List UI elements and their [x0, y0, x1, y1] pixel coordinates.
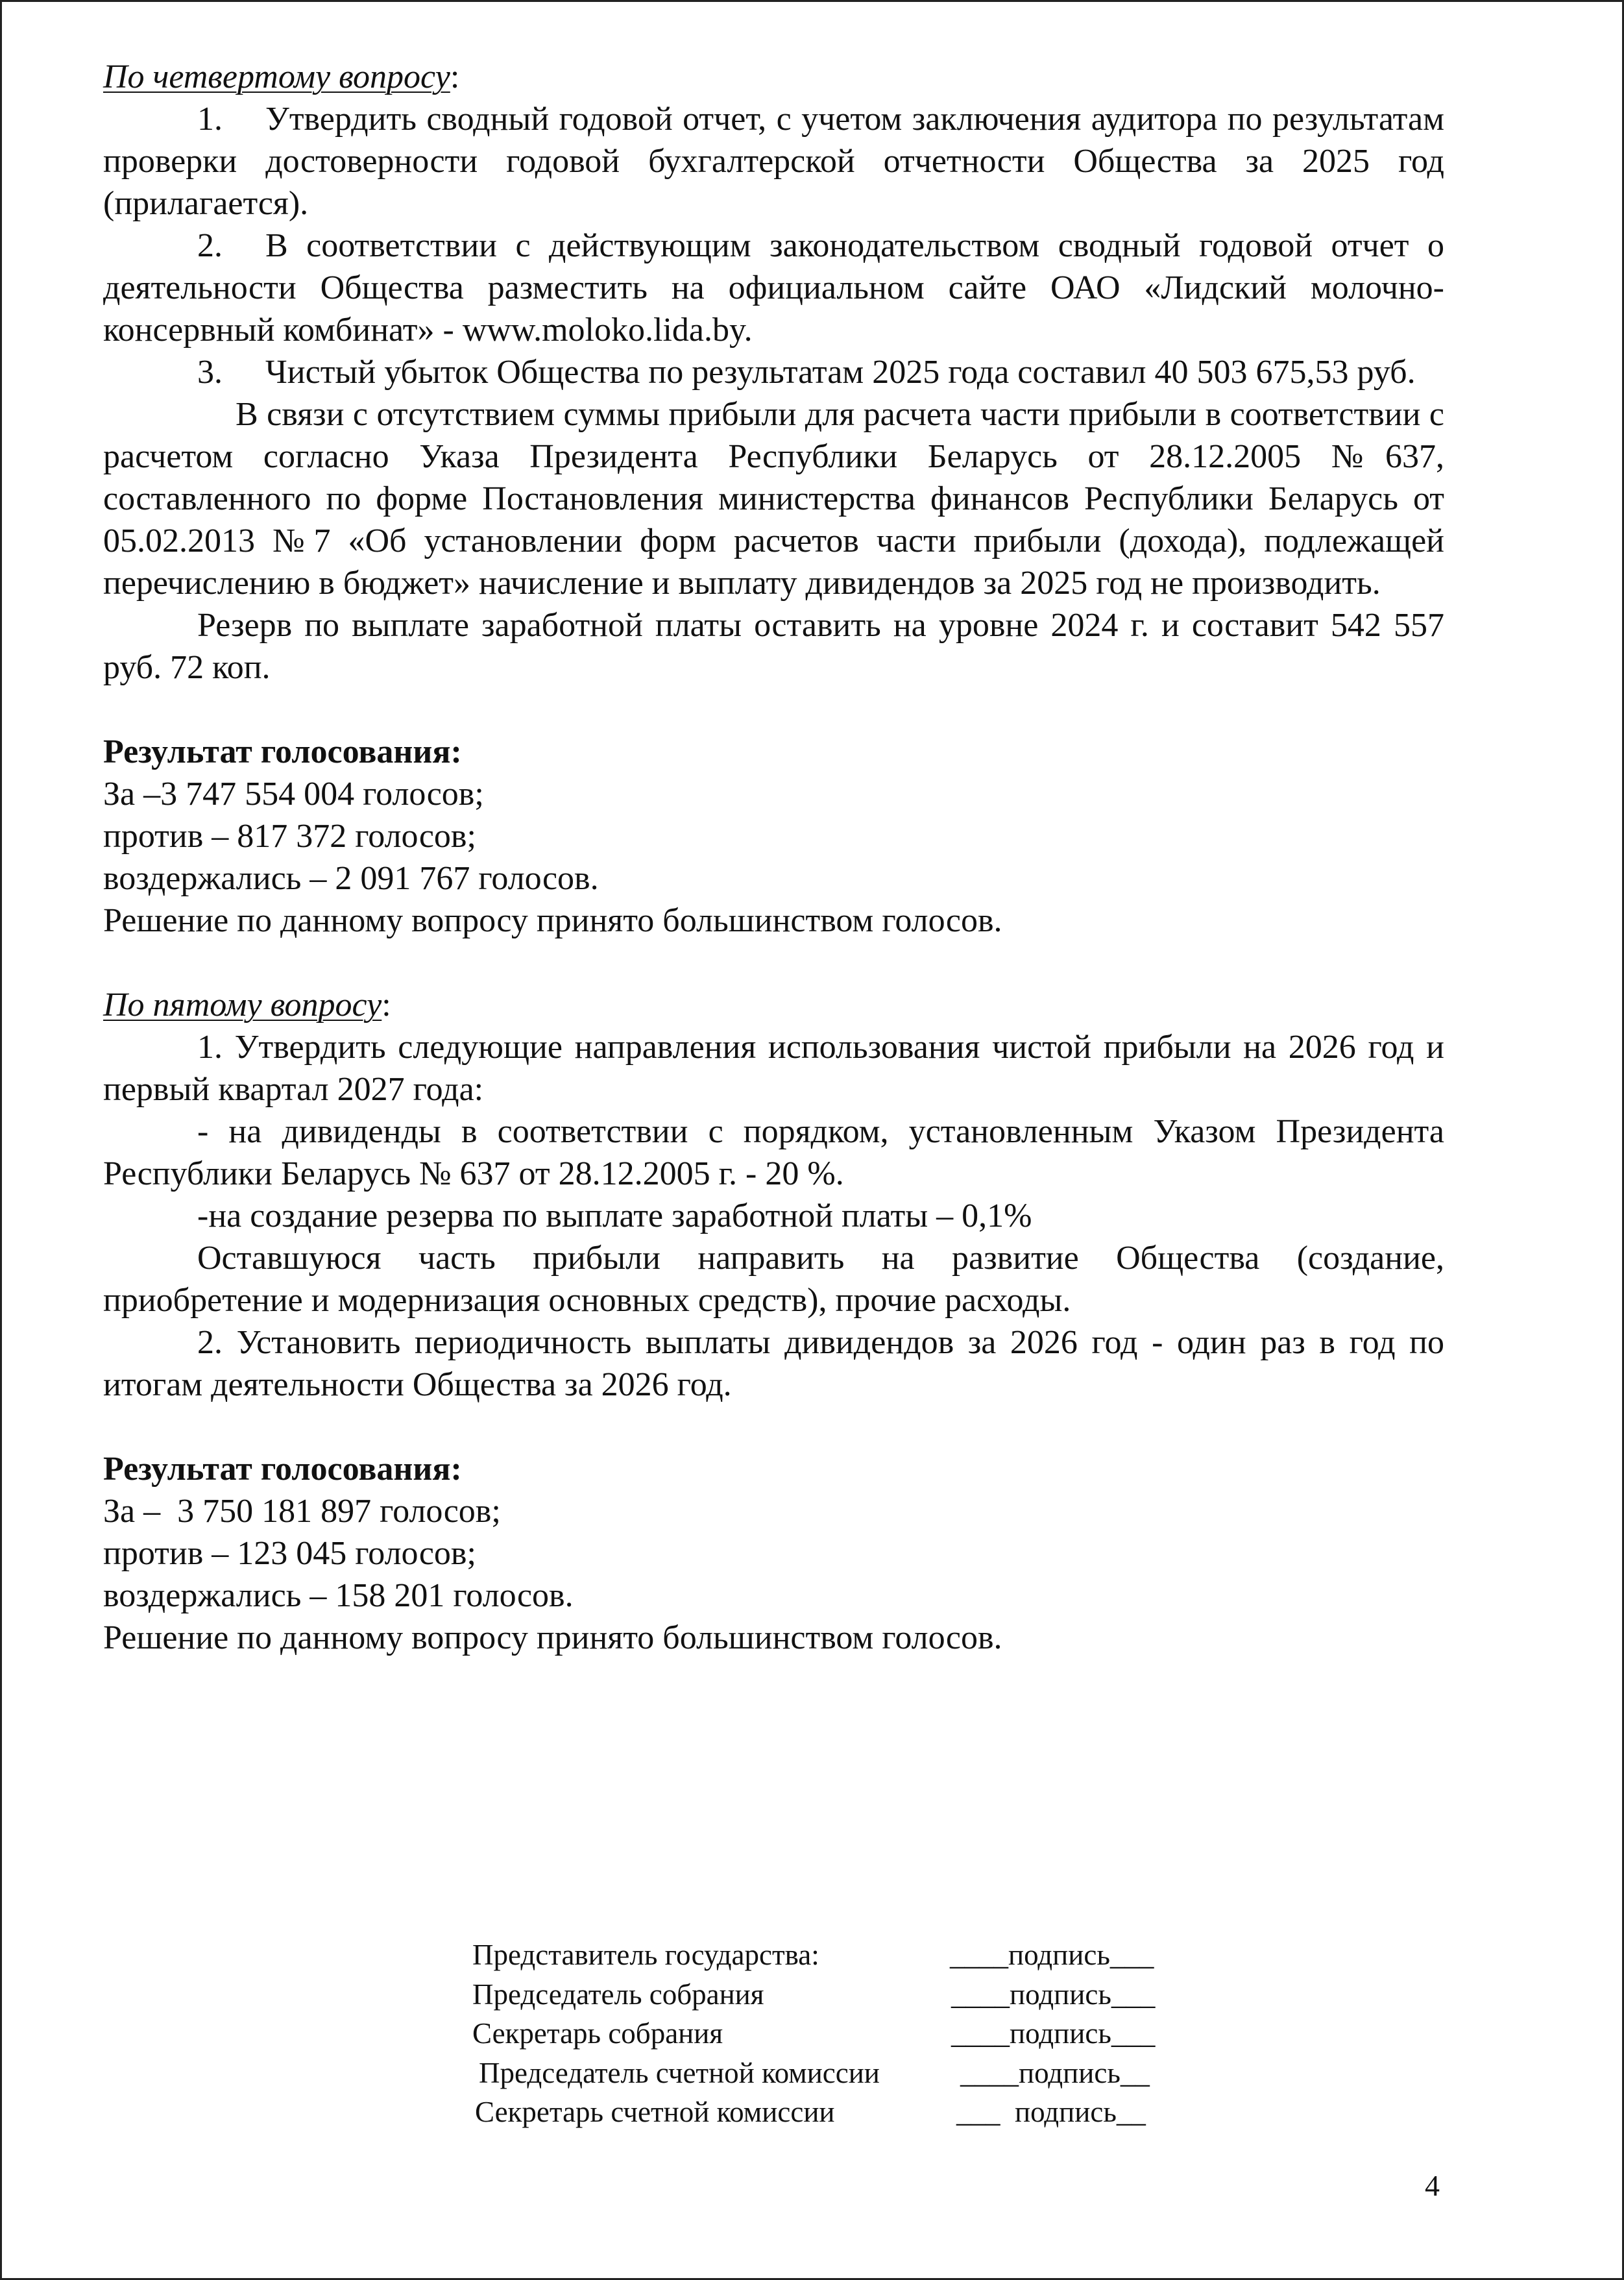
q4-item-1-number: 1. [197, 101, 223, 138]
vote5-against: против – 123 045 голосов; [103, 1535, 476, 1572]
q5-heading-colon: : [382, 987, 391, 1024]
q4-item-2-text: В соответствии с действующим законодательством сводный годовой отчет о деятельности Общества разместить на официальном сайте ОАО «Лидский молочно-консервный комбинат» - www.moloko.lida.by. [103, 227, 1444, 349]
q5-item-2: 2. Установить периодичность выплаты дивидендов за 2026 год - один раз в год по итогам деятельности Общества за 2026 год. [103, 1324, 1444, 1403]
spacer [103, 942, 1444, 984]
q5-remaining: Оставшуюся часть прибыли направить на развитие Общества (создание, приобретение и модернизация основных средств), прочие расходы. [103, 1240, 1444, 1319]
page-number: 4 [1425, 2169, 1440, 2202]
signature-mark: ____подпись___ [950, 1939, 1154, 1971]
q4-dividends-paragraph: В связи с отсутствием суммы прибыли для расчета части прибыли в соответствии с расчетом согласно Указа Президента Республики Беларусь от 28.12.2005 №637, составленного по форме Постановления министерства финансов Республики Беларусь от 05.02.2013 №7 «Об установлении форм расчетов части прибыли (дохода), подлежащей перечислению в бюджет» начисление и выплату дивидендов за 2025 год не производить. [103, 396, 1444, 602]
signature-block [472, 1935, 1251, 2132]
signature-title: Председатель счетной комиссии [479, 2056, 880, 2089]
q4-item-3-number: 3. [197, 354, 223, 391]
signature-title: Секретарь собрания [472, 2017, 723, 2050]
vote4-against: против – 817 372 голосов; [103, 818, 476, 855]
q4-item-3-text: Чистый убыток Общества по результатам 2025 года составил 40 503 675,53 руб. [265, 354, 1416, 391]
document-body [103, 56, 1444, 1659]
signature-row [472, 1935, 1251, 1975]
signature-mark: ___ подпись__ [956, 2096, 1146, 2128]
spacer [103, 689, 1444, 731]
vote4-abstained: воздержались – 2 091 767 голосов. [103, 860, 599, 897]
signature-title: Представитель государства: [472, 1939, 819, 1971]
q4-heading-text: По четвертому вопросу [103, 58, 450, 95]
q4-item-1 [103, 98, 1444, 225]
signature-row [472, 2092, 1251, 2132]
signature-title: Председатель собрания [472, 1978, 764, 2011]
vote4-for: За –3 747 554 004 голосов; [103, 776, 484, 813]
q5-heading-text: По пятому вопросу [103, 987, 382, 1024]
signature-mark: ____подпись___ [951, 1978, 1156, 2011]
vote4-decision: Решение по данному вопросу принято большинством голосов. [103, 902, 1002, 939]
q4-heading-colon: : [450, 58, 460, 95]
vote5-abstained: воздержались – 158 201 голосов. [103, 1577, 574, 1614]
vote5-for: За – 3 750 181 897 голосов; [103, 1493, 501, 1530]
q5-heading [103, 984, 1444, 1026]
spacer [103, 1406, 1444, 1448]
q5-dividends: - на дивиденды в соответствии с порядком, установленным Указом Президента Республики Беларусь № 637 от 28.12.2005 г. - 20 %. [103, 1113, 1444, 1192]
signature-row [472, 2014, 1251, 2053]
q5-reserve: -на создание резерва по выплате заработной платы – 0,1% [197, 1197, 1032, 1234]
q5-item-1: 1. Утвердить следующие направления использования чистой прибыли на 2026 год и первый квартал 2027 года: [103, 1029, 1444, 1108]
q4-reserve-paragraph: Резерв по выплате заработной платы оставить на уровне 2024 г. и составит 542 557 руб. 72 коп. [103, 607, 1444, 686]
vote4-heading: Результат голосования: [103, 733, 462, 770]
vote5-heading: Результат голосования: [103, 1451, 462, 1488]
q4-heading [103, 56, 1444, 98]
signature-mark: ____подпись__ [960, 2056, 1150, 2089]
vote5-decision: Решение по данному вопросу принято большинством голосов. [103, 1619, 1002, 1656]
signature-row [472, 2053, 1251, 2093]
signature-mark: ____подпись___ [951, 2017, 1156, 2050]
signature-title: Секретарь счетной комиссии [475, 2096, 835, 2128]
q4-item-2-number: 2. [197, 227, 223, 264]
q4-item-1-text: Утвердить сводный годовой отчет, с учетом заключения аудитора по результатам проверки достоверности годовой бухгалтерской отчетности Общества за 2025 год (прилагается). [103, 101, 1444, 222]
q4-item-2 [103, 225, 1444, 351]
signature-row [472, 1975, 1251, 2015]
q4-item-3 [103, 351, 1444, 393]
